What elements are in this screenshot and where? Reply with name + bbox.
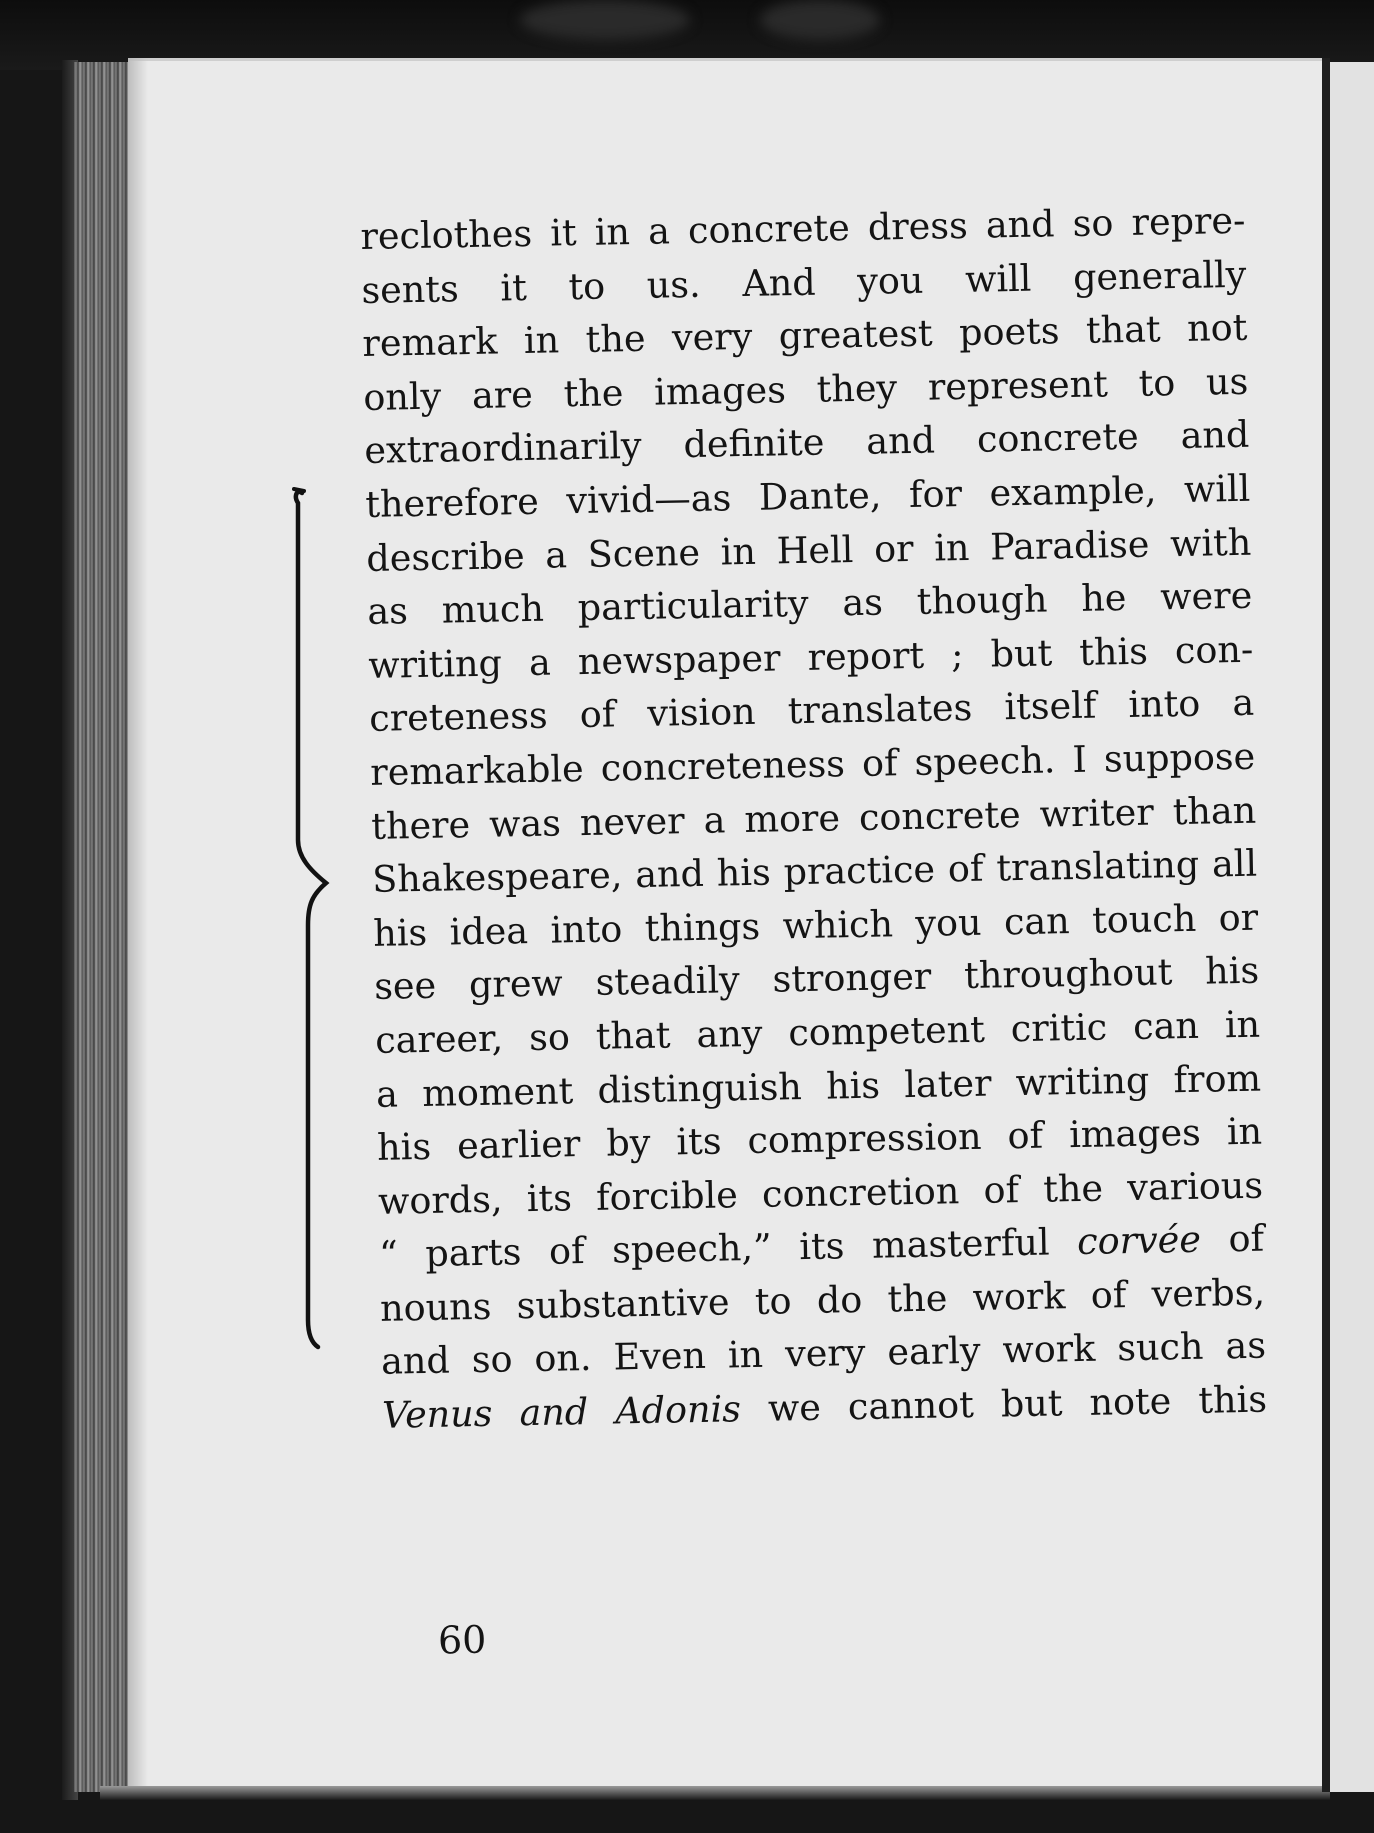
- text-line: writing a newspaper report ; but this con-: [367, 627, 1254, 687]
- text-line: see grew steadily stronger throughout his: [373, 948, 1260, 1009]
- page-number: 60: [437, 1617, 487, 1663]
- text-line: there was never a more concrete writer than: [370, 788, 1257, 848]
- text-line: only are the images they represent to us: [363, 359, 1249, 419]
- text-segment: we cannot but note this: [740, 1377, 1268, 1431]
- text-line: nouns substantive to do the work of verbs,: [379, 1270, 1266, 1330]
- text-line: his earlier by its compression of images in: [376, 1109, 1263, 1169]
- text-line: creteness of vision translates itself into a: [368, 681, 1255, 741]
- italic-word: corvée: [1076, 1218, 1202, 1264]
- page-number-wrap: [438, 1618, 487, 1663]
- text-line: reclothes it in a concrete dress and so repre-: [360, 198, 1246, 258]
- text-line: remarkable concreteness of speech. I suppose: [369, 734, 1256, 794]
- text-line: as much particularity as though he were: [366, 573, 1253, 634]
- text-line: therefore vivid—as Dante, for example, will: [365, 466, 1251, 526]
- text-line: career, so that any competent critic can in: [374, 1002, 1261, 1062]
- facing-page-sliver: [1330, 62, 1374, 1792]
- scan-smudge: [760, 0, 880, 40]
- text-line: words, its forcible concretion of the various: [377, 1163, 1264, 1223]
- text-line: sents it to us. And you will generally: [361, 252, 1247, 312]
- page-gutter-shade: [128, 58, 148, 1792]
- text-line: his idea into things which you can touch or: [372, 895, 1259, 955]
- facing-page-edge: [1322, 58, 1330, 1792]
- page-edges-left: [74, 62, 132, 1792]
- text-line: remark in the very greatest poets that not: [362, 305, 1248, 366]
- scan-smudge: [520, 0, 690, 40]
- body-text: [360, 194, 1267, 1443]
- text-line: Shakespeare, and his practice of translating all: [371, 841, 1258, 902]
- text-line: describe a Scene in Hell or in Paradise with: [365, 520, 1252, 580]
- text-line: a moment distinguish his later writing from: [375, 1056, 1262, 1116]
- italic-title: Venus and Adonis: [381, 1387, 742, 1437]
- text-line: and so on. Even in very early work such as: [380, 1324, 1267, 1384]
- page-bottom-edge: [100, 1786, 1330, 1800]
- margin-brace-mark: [288, 485, 348, 1355]
- text-line: extraordinarily definite and concrete and: [364, 413, 1250, 473]
- text-segment: of: [1200, 1216, 1265, 1262]
- text-segment: “ parts of speech,” its masterful: [378, 1220, 1078, 1277]
